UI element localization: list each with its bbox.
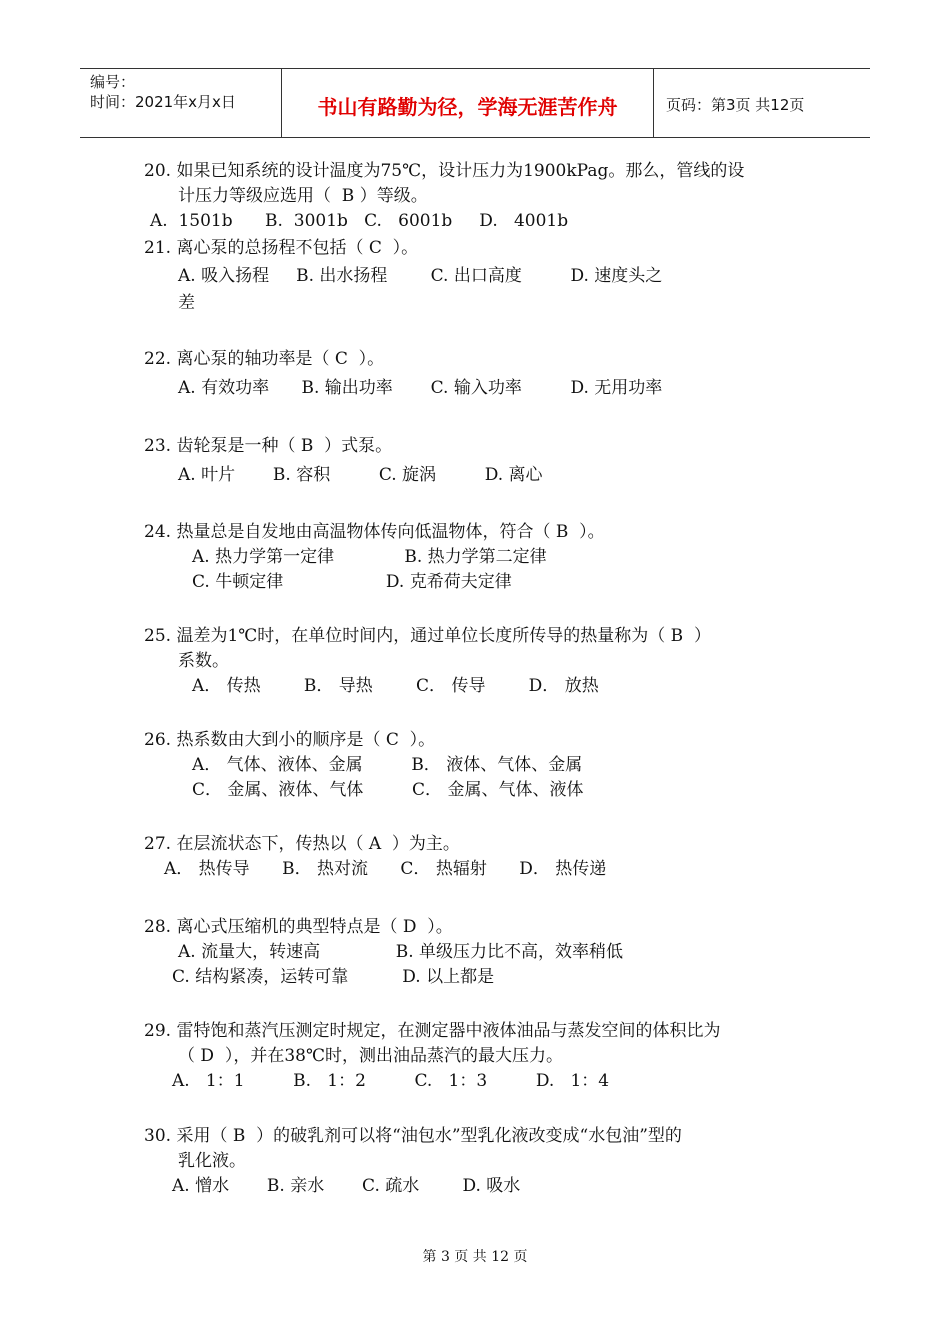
q27-stem: 27. 在层流状态下，传热以（ A ）为主。 <box>144 834 460 854</box>
q28-options-row1: A. 流量大，转速高 B. 单级压力比不高，效率稍低 <box>178 942 624 962</box>
time-label: 时间：2021年x月x日 <box>90 93 236 111</box>
q20-stem-cont: 计压力等级应选用（ B ）等级。 <box>178 186 428 206</box>
q26-stem: 26. 热系数由大到小的顺序是（ C ）。 <box>144 730 436 750</box>
q21-stem: 21. 离心泵的总扬程不包括（ C ）。 <box>144 238 419 258</box>
q23-stem: 23. 齿轮泵是一种（ B ）式泵。 <box>144 436 393 456</box>
q22-options: A. 有效功率 B. 输出功率 C. 输入功率 D. 无用功率 <box>178 378 663 398</box>
q27-options: A． 热传导 B． 热对流 C． 热辐射 D． 热传递 <box>164 859 607 879</box>
number-label: 编号： <box>90 73 136 91</box>
q24-options-row2: C. 牛顿定律 D. 克希荷夫定律 <box>192 572 512 592</box>
q21-options: A. 吸入扬程 B. 出水扬程 C. 出口高度 D. 速度头之 <box>178 266 663 286</box>
q25-stem: 25. 温差为1℃时，在单位时间内，通过单位长度所传导的热量称为（ B ） <box>144 626 711 646</box>
q25-stem-cont: 系数。 <box>178 651 229 671</box>
q29-options: A. 1：1 B. 1：2 C. 1：3 D. 1：4 <box>172 1071 610 1091</box>
q30-options: A. 憎水 B. 亲水 C. 疏水 D. 吸水 <box>172 1176 521 1196</box>
q30-stem: 30. 采用（ B ）的破乳剂可以将“油包水”型乳化液改变成“水包油”型的 <box>144 1126 682 1146</box>
q21-options-cont: 差 <box>178 293 195 313</box>
q30-stem-cont: 乳化液。 <box>178 1151 246 1171</box>
q22-stem: 22. 离心泵的轴功率是（ C ）。 <box>144 349 385 369</box>
header-motto-cell <box>282 69 654 137</box>
header-meta-cell <box>80 69 282 137</box>
q26-options-row1: A． 气体、液体、金属 B． 液体、气体、金属 <box>192 755 583 775</box>
q20-stem: 20. 如果已知系统的设计温度为75℃，设计压力为1900kPag。那么，管线的设 <box>144 161 745 181</box>
q29-stem-cont: （ D ），并在38℃时，测出油品蒸汽的最大压力。 <box>178 1046 563 1066</box>
page-footer: 第 3 页 共 12 页 <box>422 1249 528 1265</box>
page-info: 页码：第3页 共12页 <box>666 96 805 114</box>
q25-options: A． 传热 B． 导热 C． 传导 D． 放热 <box>192 676 599 696</box>
q24-options-row1: A. 热力学第一定律 B. 热力学第二定律 <box>192 547 547 567</box>
header-page-cell <box>654 69 870 137</box>
q28-options-row2: C. 结构紧凑，运转可靠 D. 以上都是 <box>172 967 495 987</box>
page-header <box>80 68 870 138</box>
motto-text: 书山有路勤为径，学海无涯苦作舟 <box>317 95 618 119</box>
q29-stem: 29. 雷特饱和蒸汽压测定时规定，在测定器中液体油品与蒸发空间的体积比为 <box>144 1021 721 1041</box>
q26-options-row2: C． 金属、液体、气体 C． 金属、气体、液体 <box>192 780 584 800</box>
q24-stem: 24. 热量总是自发地由高温物体传向低温物体，符合（ B ）。 <box>144 522 605 542</box>
q23-options: A. 叶片 B. 容积 C. 旋涡 D. 离心 <box>178 465 543 485</box>
q20-options: A. 1501b B. 3001b C. 6001b D. 4001b <box>150 211 569 231</box>
q28-stem: 28. 离心式压缩机的典型特点是（ D ）。 <box>144 917 453 937</box>
